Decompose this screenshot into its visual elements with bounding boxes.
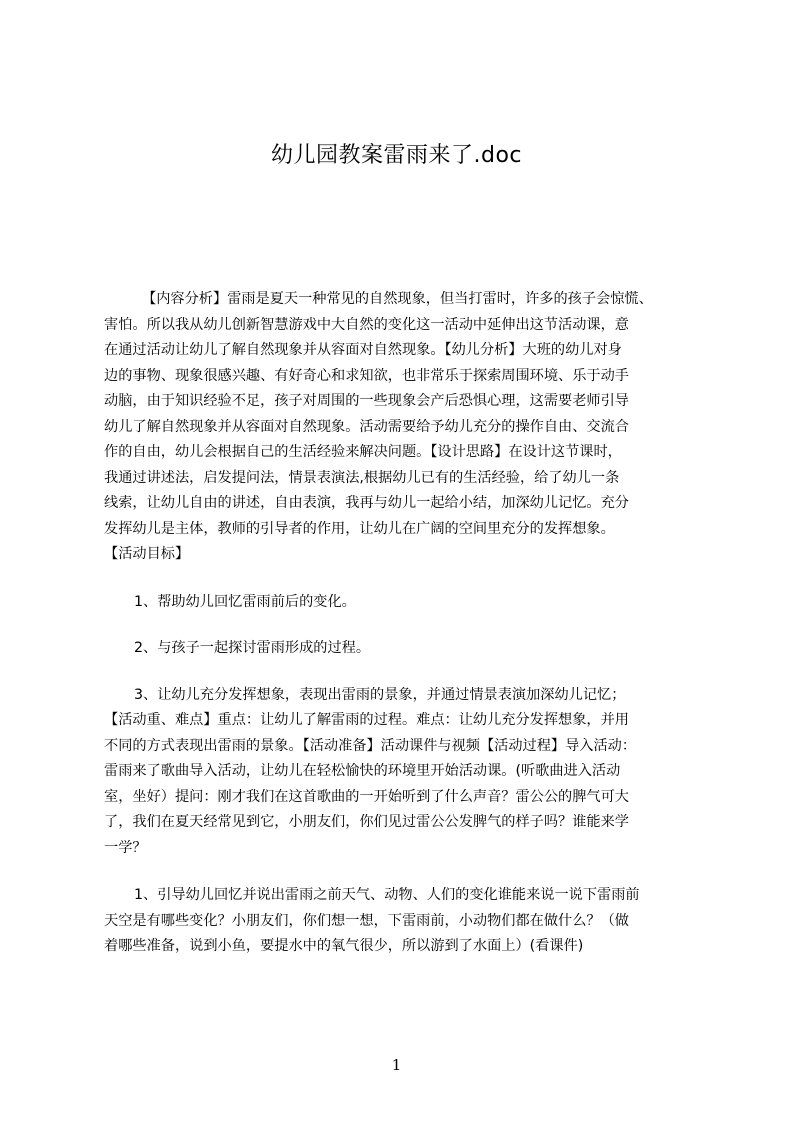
text-line: 我通过讲述法，启发提问法，情景表演法,根据幼儿已有的生活经验，给了幼儿一条 (104, 469, 620, 486)
text-line: 幼儿了解自然现象并从容面对自然现象。活动需要给予幼儿充分的操作自由、交流合 (104, 418, 629, 435)
text-line: 天空是有哪些变化？小朋友们，你们想一想，下雷雨前，小动物们都在做什么？（做 (104, 912, 629, 929)
page-title: 幼儿园教案雷雨来了.doc (270, 143, 522, 168)
document-body (104, 287, 716, 960)
text-line: 在通过活动让幼儿了解自然现象并从容面对自然现象。【幼儿分析】大班的幼儿对身 (104, 342, 622, 358)
text-line: 边的事物、现象很感兴趣、有好奇心和求知欲，也非常乐于探索周围环境、乐于动手 (104, 367, 629, 384)
text-line: 了，我们在夏天经常见到它，小朋友们，你们见过雷公公发脾气的样子吗？谁能来学 (104, 814, 629, 830)
goal-item-1: 1、帮助幼儿回忆雷雨前后的变化。 (134, 593, 356, 610)
text-line: 1、引导幼儿回忆并说出雷雨之前天气、动物、人们的变化谁能来说一说下雷雨前 (134, 887, 640, 903)
text-line: 雷雨来了歌曲导入活动，让幼儿在轻松愉快的环境里开始活动课。(听歌曲进入活动 (104, 763, 621, 779)
paragraph-spacer (104, 662, 716, 683)
paragraph-spacer (104, 568, 716, 590)
text-line: 室，坐好）提问：刚才我们在这首歌曲的一开始听到了什么声音？雷公公的脾气可大 (104, 788, 629, 805)
text-line: 【活动目标】 (104, 546, 190, 562)
paragraph-spacer (104, 861, 716, 883)
text-line: 不同的方式表现出雷雨的景象。【活动准备】活动课件与视频【活动过程】导入活动： (104, 737, 637, 754)
paragraph-guide (104, 883, 716, 960)
text-line: 一学？ (104, 839, 147, 856)
paragraph-spacer (104, 615, 716, 636)
text-line: 动脑，由于知识经验不足，孩子对周围的一些现象会产后恐惧心理，这需要老师引导 (104, 393, 629, 409)
paragraph-process (104, 683, 716, 862)
text-line: 3、让幼儿充分发挥想象，表现出雷雨的景象，并通过情景表演加深幼儿记忆； (134, 686, 626, 703)
paragraph-intro (104, 287, 716, 568)
page-number: 1 (391, 1056, 402, 1074)
goal-item-2: 2、与孩子一起探讨雷雨形成的过程。 (134, 640, 371, 656)
text-line: 【内容分析】雷雨是夏天一种常见的自然现象，但当打雷时，许多的孩子会惊慌、 (142, 291, 653, 307)
text-line: 线索，让幼儿自由的讲述，自由表演，我再与幼儿一起给小结，加深幼儿记忆。充分 (104, 495, 629, 511)
text-line: 着哪些准备，说到小鱼，要提水中的氧气很少，所以游到了水面上）(看课件) (104, 938, 584, 954)
text-line: 发挥幼儿是主体，教师的引导者的作用，让幼儿在广阔的空间里充分的发挥想象。 (104, 520, 615, 537)
text-line: 作的自由，幼儿会根据自己的生活经验来解决问题。【设计思路】在设计这节课时， (104, 444, 622, 460)
text-line: 害怕。所以我从幼儿创新智慧游戏中大自然的变化这一活动中延伸出这节活动课，意 (104, 316, 629, 333)
text-line: 【活动重、难点】重点：让幼儿了解雷雨的过程。难点：让幼儿充分发挥想象，并用 (104, 712, 629, 728)
